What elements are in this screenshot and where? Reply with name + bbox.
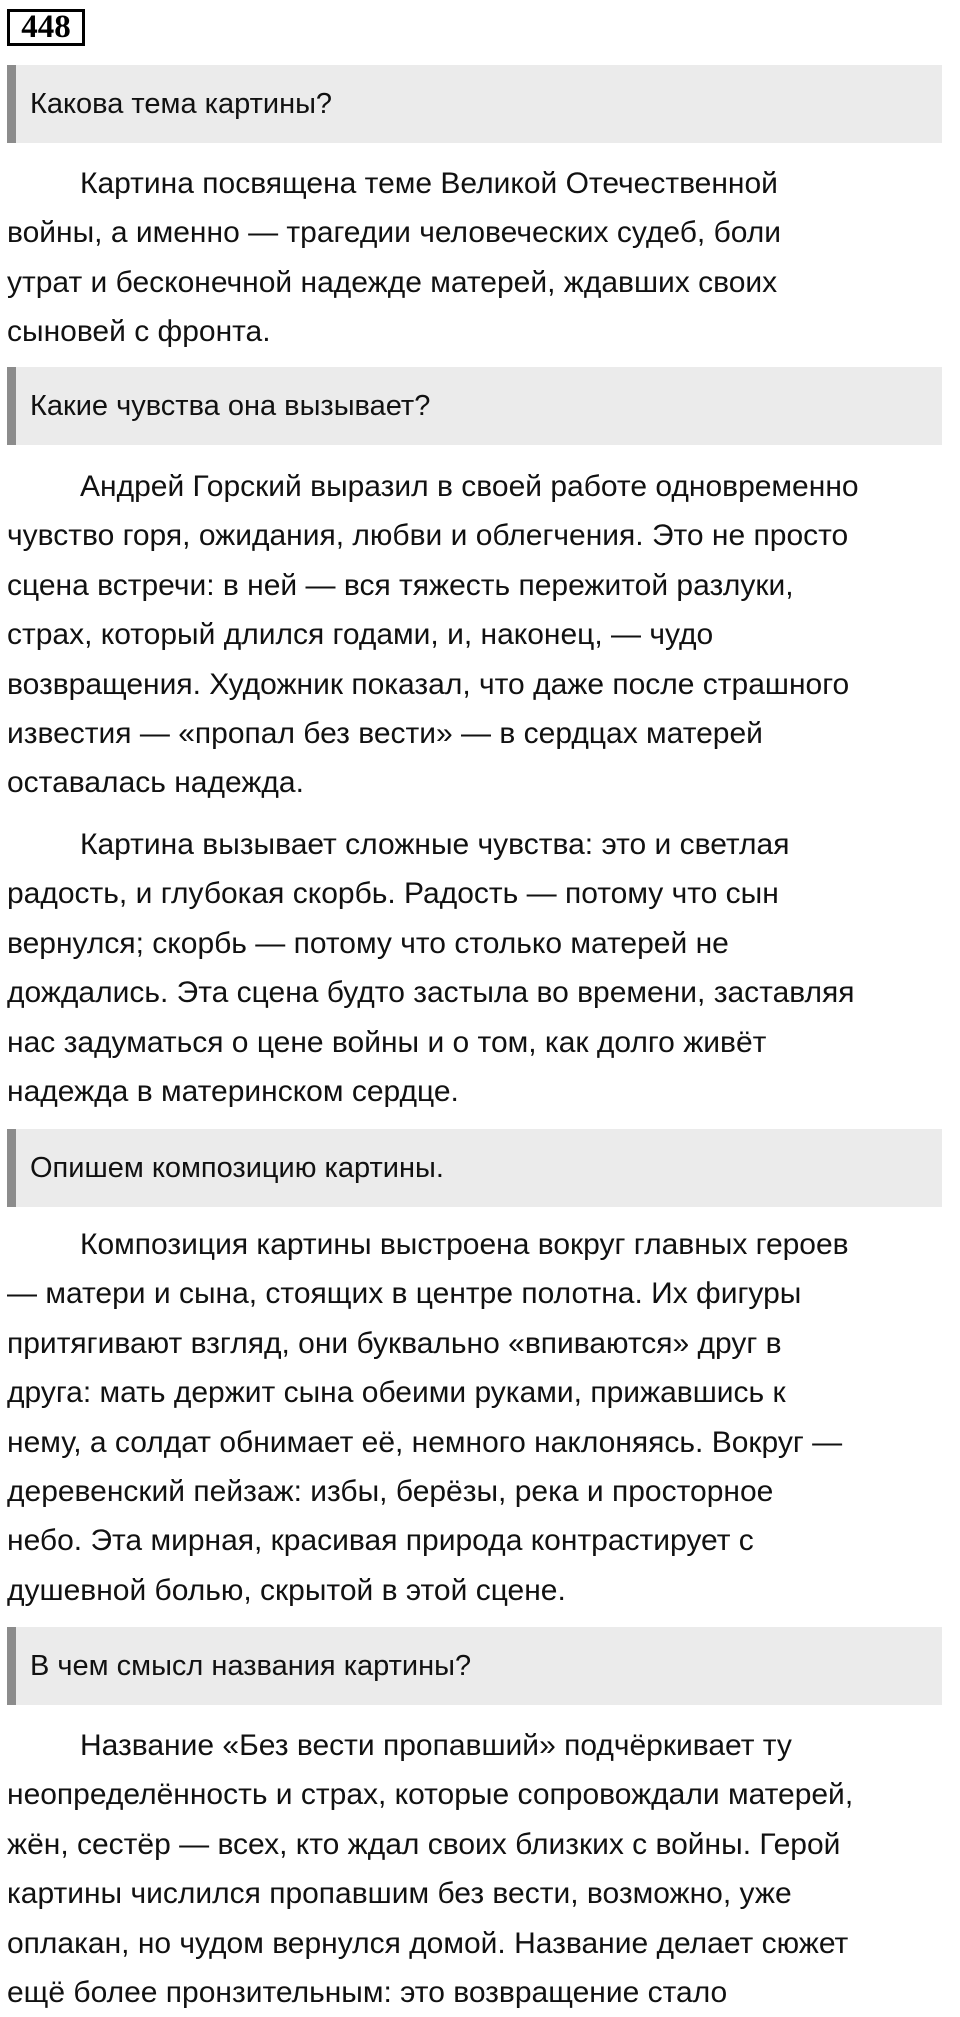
text-line: Название «Без вести пропавший» подчёркивает ту xyxy=(80,1729,792,1762)
text-line: чувство горя, ожидания, любви и облегчения. Это не просто xyxy=(7,519,849,553)
question-heading: Какие чувства она вызывает? xyxy=(7,367,942,445)
text-line: надежда в материнском сердце. xyxy=(7,1075,459,1109)
answer-block xyxy=(7,820,957,1116)
task-number-badge: 448 xyxy=(7,9,85,46)
text-line: Картина посвящена теме Великой Отечественной xyxy=(80,167,778,200)
text-line: притягивают взгляд, они буквально «впиваются» друг в xyxy=(7,1326,782,1360)
text-line: Композиция картины выстроена вокруг главных героев xyxy=(80,1228,849,1261)
text-line: страх, который длился годами, и, наконец, — чудо xyxy=(7,618,714,652)
text-line: оставалась надежда. xyxy=(7,766,304,800)
text-line: картины числился пропавшим без вести, возможно, уже xyxy=(7,1877,792,1911)
text-line: ещё более пронзительным: это возвращение стало xyxy=(7,1976,728,2010)
text-line: нас задуматься о цене войны и о том, как долго живёт xyxy=(7,1025,767,1059)
question-heading: Опишем композицию картины. xyxy=(7,1129,942,1207)
text-line: радость, и глубокая скорбь. Радость — потому что сын xyxy=(7,877,779,911)
answer-block xyxy=(7,159,957,357)
text-line: сыновей с фронта. xyxy=(7,315,271,349)
text-line: Андрей Горский выразил в своей работе одновременно xyxy=(80,470,859,503)
question-heading: Какова тема картины? xyxy=(7,65,942,143)
text-line: известия — «пропал без вести» — в сердцах матерей xyxy=(7,717,763,751)
text-line: сцена встречи: в ней — вся тяжесть пережитой разлуки, xyxy=(7,568,794,602)
text-line: дождались. Эта сцена будто застыла во времени, заставляя xyxy=(7,976,855,1010)
answer-paragraph xyxy=(7,159,957,357)
answer-block xyxy=(7,1721,957,2017)
text-line: небо. Эта мирная, красивая природа контрастирует с xyxy=(7,1524,754,1558)
text-line: друга: мать держит сына обеими руками, прижавшись к xyxy=(7,1376,786,1410)
answer-paragraph xyxy=(7,820,957,1116)
text-line: — матери и сына, стоящих в центре полотна. Их фигуры xyxy=(7,1277,802,1311)
answer-paragraph xyxy=(7,1220,957,1615)
text-line: возвращения. Художник показал, что даже после страшного xyxy=(7,667,850,701)
text-line: войны, а именно — трагедии человеческих судеб, боли xyxy=(7,216,782,250)
text-line: нему, а солдат обнимает её, немного наклоняясь. Вокруг — xyxy=(7,1425,843,1459)
question-heading: В чем смысл названия картины? xyxy=(7,1627,942,1705)
text-line: оплакан, но чудом вернулся домой. Название делает сюжет xyxy=(7,1926,849,1960)
answer-block xyxy=(7,462,957,808)
text-line: душевной болью, скрытой в этой сцене. xyxy=(7,1573,566,1607)
text-line: Картина вызывает сложные чувства: это и светлая xyxy=(80,828,790,861)
text-line: неопределённость и страх, которые сопровождали матерей, xyxy=(7,1778,854,1812)
answer-block xyxy=(7,1220,957,1615)
text-line: утрат и бесконечной надежде матерей, ждавших своих xyxy=(7,265,778,299)
text-line: деревенский пейзаж: избы, берёзы, река и просторное xyxy=(7,1475,774,1509)
answer-paragraph xyxy=(7,462,957,808)
answer-paragraph xyxy=(7,1721,957,2017)
text-line: жён, сестёр — всех, кто ждал своих близких с войны. Герой xyxy=(7,1827,841,1861)
text-line: вернулся; скорбь — потому что столько матерей не xyxy=(7,926,729,960)
